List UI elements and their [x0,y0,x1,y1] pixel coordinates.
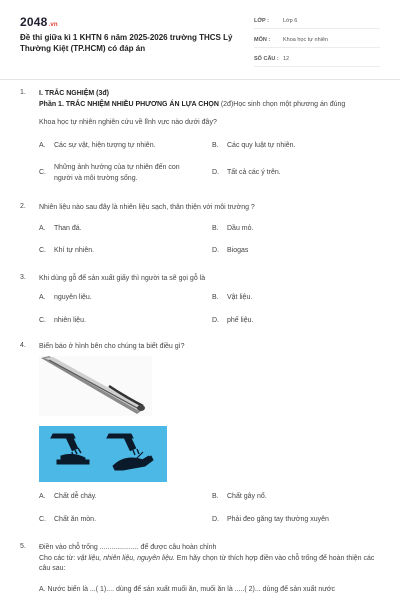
question-stem: Khoa học tự nhiên nghiên cứu về lĩnh vực nào dưới đây? [39,119,217,126]
option-letter: C. [39,516,46,523]
pipette-illustration [39,356,152,416]
option-letter: D. [212,516,219,523]
option-text: Vật liệu. [227,294,253,301]
section-heading: I. TRẮC NGHIỆM (3đ) [39,90,109,97]
option-text: phế liệu. [227,317,254,324]
option-letter: D. [212,317,219,324]
option-letter: D. [212,247,219,254]
question-number: 2. [20,203,26,210]
option-text: Biogas [227,247,249,254]
option-letter: A. [39,142,46,149]
pipette-icon [39,356,152,416]
meta-value: Lớp 6 [283,18,298,24]
option-letter: A. [39,493,46,500]
option-text: Các quy luật tự nhiên. [227,142,296,149]
document-title: Đề thi giữa kì 1 KHTN 6 năm 2025-2026 trường THCS Lý Thường Kiệt (TP.HCM) có đáp án [20,33,233,53]
option-letter: B. [212,142,219,149]
question-body [39,543,384,575]
option-text: Tất cả các ý trên. [227,169,281,176]
option-text: Than đá. [54,225,82,232]
meta-value: 12 [283,56,290,62]
meta-label: SỐ CÂU : [254,56,279,62]
meta-info [254,14,380,71]
question-stem: Biển báo ở hình bên cho chúng ta biết điều gì? [39,343,185,350]
option-text: nhiên liệu. [54,317,86,324]
option-text: Chất ăn mòn. [54,516,97,523]
corrosive-hazard-sign [39,426,167,482]
option-letter: B. [212,493,219,500]
meta-row-count [254,52,380,67]
part-heading [39,100,384,111]
question-body [39,89,384,129]
part-instruction: (2đ)Học sinh chọn một phương án đúng [218,100,346,108]
option-letter: A. [39,225,46,232]
option-text: Chất dễ cháy. [54,493,97,500]
option-letter: C. [39,247,46,254]
question-number: 4. [20,342,26,349]
option-text: Dầu mỏ. [227,225,254,232]
corrosive-icon [39,426,167,482]
option-text: Những ảnh hưởng của tự nhiên đến con người và môi trường sống. [54,164,180,182]
instruction-suffix: Em hãy chọn từ thích hợp điền vào chỗ trống để hoàn thiện các câu sau: [39,554,375,572]
document-header [0,0,400,80]
question-stem: Điền vào chỗ trống .................... để được câu hoàn chỉnh [39,544,217,551]
question-number: 5. [20,543,26,550]
option-letter: D. [212,169,219,176]
option-text: Phải đeo găng tay thường xuyên [227,516,329,523]
meta-value: Khoa học tự nhiên [283,37,328,43]
meta-row-class [254,14,380,29]
option-letter: C. [39,317,46,324]
question-stem: Khi dùng gỗ để sản xuất giấy thì người ta sẽ gọi gỗ là [39,275,206,282]
meta-label: LỚP : [254,18,269,24]
fill-line-a: A. Nước biển là ...( 1).... dùng để sản xuất muối ăn, muối ăn là .....( 2)... dùng để sản xuất nước [39,586,335,593]
meta-label: MÔN : [254,37,271,43]
question-stem: Nhiên liệu nào sau đây là nhiên liệu sạch, thân thiện với môi trường ? [39,204,255,211]
option-letter: C. [39,169,46,176]
question-number: 1. [20,89,26,96]
option-letter: B. [212,294,219,301]
option-letter: B. [212,225,219,232]
site-logo[interactable] [20,15,58,29]
part-title: Phần 1. TRẮC NHIỆM NHIỀU PHƯƠNG ÁN LỰA CHỌN [39,100,219,108]
instruction-prefix: Cho các từ: [39,554,78,562]
option-letter: A. [39,294,46,301]
logo-text: 2048 [20,15,48,29]
option-text: Khí tự nhiên. [54,247,95,254]
option-text: Chất gây nổ. [227,493,267,500]
question-number: 3. [20,274,26,281]
instruction-words: vật liệu, nhiên liệu, nguyên liệu. [77,554,175,562]
logo-suffix: .vn [48,22,58,28]
option-text: nguyên liệu. [54,294,92,301]
option-text: Các sự vật, hiện tượng tự nhiên. [54,142,156,149]
question-instruction [39,554,384,575]
meta-row-subject [254,33,380,48]
